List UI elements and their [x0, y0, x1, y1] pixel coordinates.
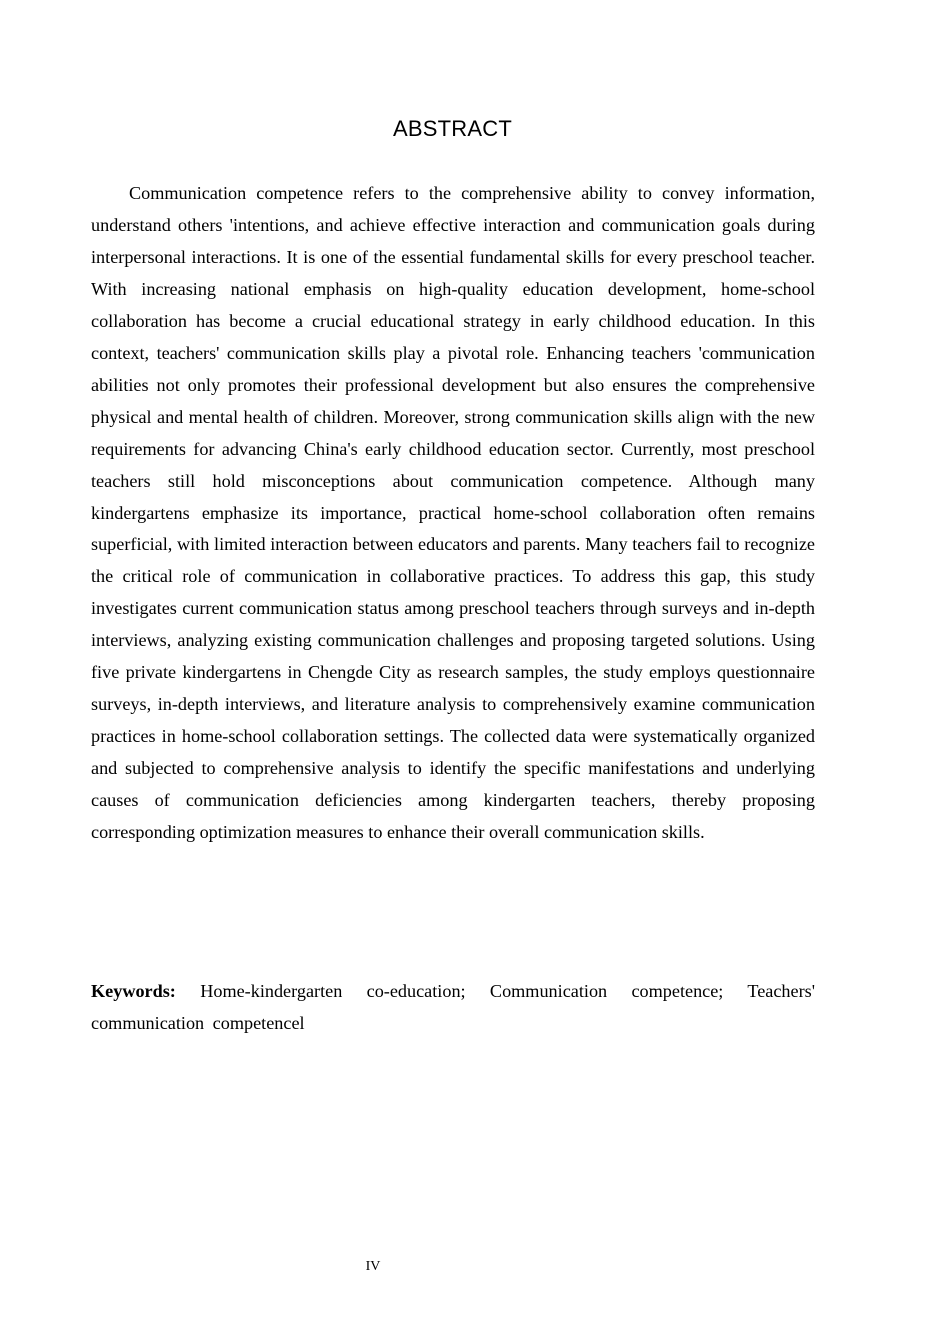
page-number: IV	[365, 1259, 381, 1274]
keywords-label: Keywords:	[91, 981, 176, 1001]
keywords-paragraph	[91, 976, 815, 1040]
abstract-body: Communication competence refers to the comprehensive ability to convey information, understand others 'intentions, and achieve effective interaction and communication goals during interpersonal interactions. It is one of the essential fundamental skills for every preschool teacher. With increasing national emphasis on high-quality education development, home-school collaboration has become a crucial educational strategy in early childhood education. In this context, teachers' communication skills play a pivotal role. Enhancing teachers 'communication abilities not only promotes their professional development but also ensures the comprehensive physical and mental health of children. Moreover, strong communication skills align with the new requirements for advancing China's early childhood education sector. Currently, most preschool teachers still hold misconceptions about communication competence. Although many kindergartens emphasize its importance, practical home-school collaboration often remains superficial, with limited interaction between educators and parents. Many teachers fail to recognize the critical role of communication in collaborative practices. To address this gap, this study investigates current communication status among preschool teachers through surveys and in-depth interviews, analyzing existing communication challenges and proposing targeted solutions. Using five private kindergartens in Chengde City as research samples, the study employs questionnaire surveys, in-depth interviews, and literature analysis to comprehensively examine communication practices in home-school collaboration settings. The collected data were systematically organized and subjected to comprehensive analysis to identify the specific manifestations and underlying causes of communication deficiencies among kindergarten teachers, thereby proposing corresponding optimization measures to enhance their overall communication skills.	[91, 183, 815, 843]
keywords-text: Home-kindergarten co-education; Communication competence; Teachers' communication competencel	[91, 981, 815, 1033]
abstract-title: ABSTRACT	[393, 116, 512, 141]
